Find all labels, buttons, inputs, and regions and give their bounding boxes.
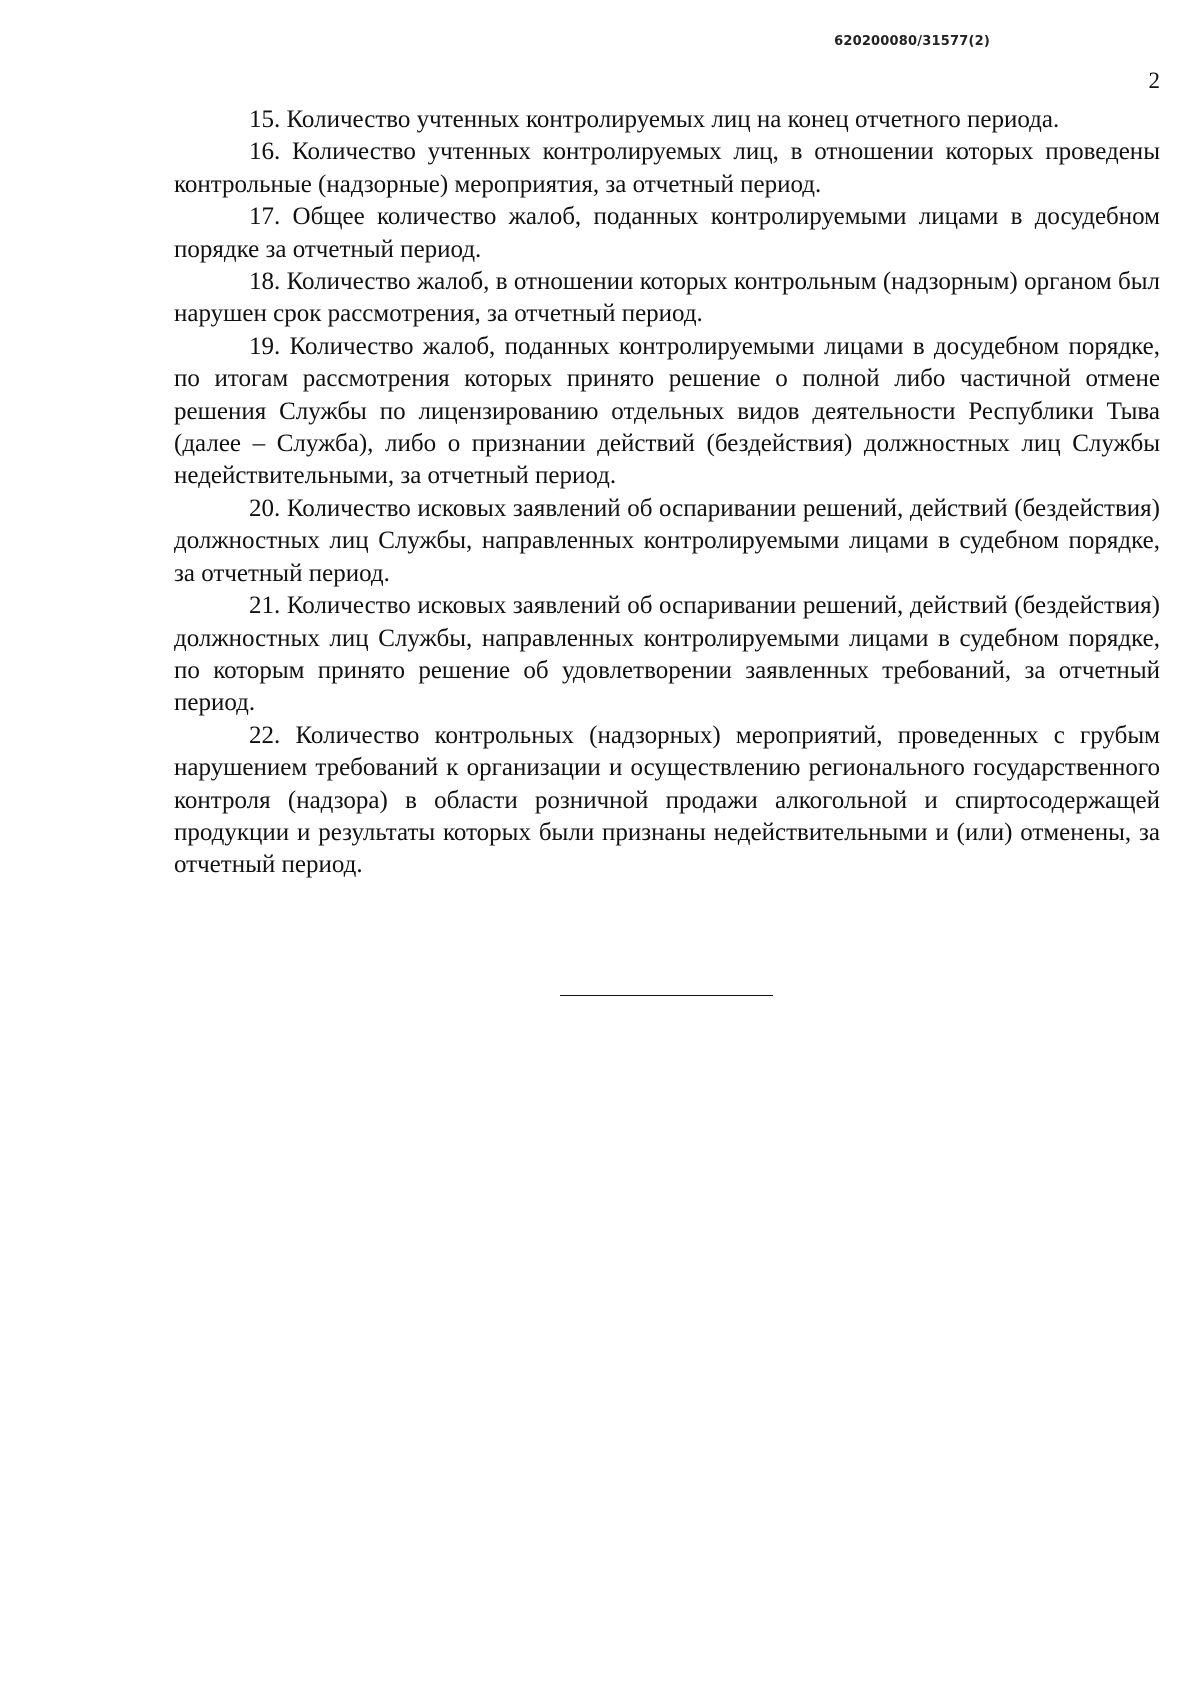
list-item-19: 19. Количество жалоб, поданных контролируемыми лицами в досудебном порядке, по итогам рассмотрения которых принято решение о полной либо частичной отмене решения Службы по лицензированию отдельных видов деятельности Республики Тыва (далее – Служба), либо о признании действий (бездействия) должностных лиц Службы недействительными, за отчетный период.: [174, 332, 1160, 490]
document-registration-code: 620200080/31577(2): [834, 34, 990, 49]
list-item-15: 15. Количество учтенных контролируемых лиц на конец отчетного периода.: [249, 106, 1060, 133]
list-item-16: 16. Количество учтенных контролируемых лиц, в отношении которых проведены контрольные (надзорные) мероприятия, за отчетный период.: [174, 138, 1160, 198]
list-item-17: 17. Общее количество жалоб, поданных контролируемыми лицами в досудебном порядке за отчетный период.: [174, 203, 1160, 263]
document-body: [174, 104, 1160, 882]
end-of-document-divider: [560, 995, 773, 996]
page-number: 2: [1148, 68, 1160, 93]
list-item-21: 21. Количество исковых заявлений об оспаривании решений, действий (бездействия) должностных лиц Службы, направленных контролируемыми лицами в судебном порядке, по которым принято решение об удовлетворении заявленных требований, за отчетный период.: [174, 592, 1160, 717]
list-item-22: 22. Количество контрольных (надзорных) мероприятий, проведенных с грубым нарушением требований к организации и осуществлению регионального государственного контроля (надзора) в области розничной продажи алкогольной и спиртосодержащей продукции и результаты которых были признаны недействительными и (или) отменены, за отчетный период.: [174, 721, 1160, 879]
list-item-20: 20. Количество исковых заявлений об оспаривании решений, действий (бездействия) должностных лиц Службы, направленных контролируемыми лицами в судебном порядке, за отчетный период.: [174, 494, 1160, 587]
list-item-18: 18. Количество жалоб, в отношении которых контрольным (надзорным) органом был нарушен срок рассмотрения, за отчетный период.: [174, 268, 1160, 328]
